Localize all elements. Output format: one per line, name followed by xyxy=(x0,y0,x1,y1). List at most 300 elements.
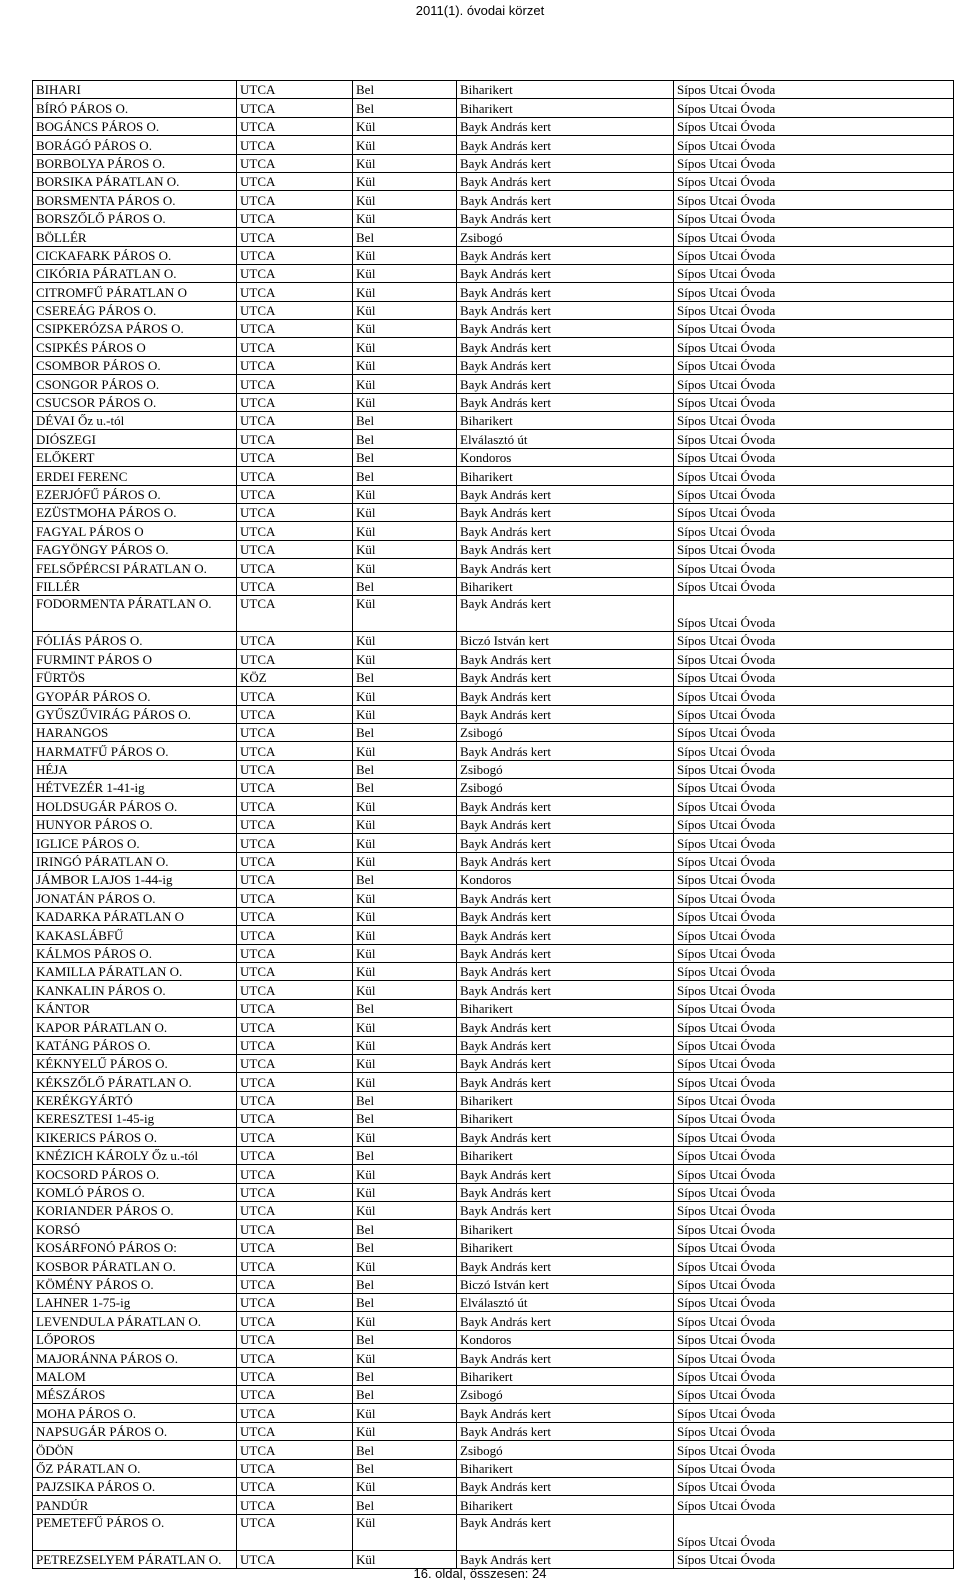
area-cell: Bayk András kert xyxy=(457,742,674,760)
zone-cell: Kül xyxy=(353,1036,457,1054)
kindergarten-cell: Sípos Utcai Óvoda xyxy=(674,1550,954,1568)
kindergarten-cell: Sípos Utcai Óvoda xyxy=(674,1146,954,1164)
area-cell: Bayk András kert xyxy=(457,797,674,815)
street-type-cell: UTCA xyxy=(237,1036,353,1054)
street-name-cell: DÉVAI Őz u.-tól xyxy=(33,412,237,430)
area-cell: Bayk András kert xyxy=(457,264,674,282)
page-footer: 16. oldal, összesen: 24 xyxy=(413,1566,547,1581)
street-type-cell: UTCA xyxy=(237,1091,353,1109)
kindergarten-cell: Sípos Utcai Óvoda xyxy=(674,760,954,778)
street-type-cell: UTCA xyxy=(237,631,353,649)
zone-cell: Bel xyxy=(353,1238,457,1256)
street-name-cell: FODORMENTA PÁRATLAN O. xyxy=(33,595,237,631)
table-row xyxy=(33,448,954,466)
kindergarten-cell: Sípos Utcai Óvoda xyxy=(674,1220,954,1238)
street-type-cell: UTCA xyxy=(237,1054,353,1072)
table-body xyxy=(33,81,954,1569)
street-name-cell: KÁNTOR xyxy=(33,999,237,1017)
street-name-cell: KOCSORD PÁROS O. xyxy=(33,1165,237,1183)
area-cell: Bayk András kert xyxy=(457,1422,674,1440)
area-cell: Biharikert xyxy=(457,1220,674,1238)
street-type-cell: UTCA xyxy=(237,834,353,852)
kindergarten-cell: Sípos Utcai Óvoda xyxy=(674,412,954,430)
street-name-cell: HÉJA xyxy=(33,760,237,778)
zone-cell: Kül xyxy=(353,595,457,631)
zone-cell: Bel xyxy=(353,467,457,485)
street-name-cell: FILLÉR xyxy=(33,577,237,595)
zone-cell: Kül xyxy=(353,485,457,503)
street-type-cell: UTCA xyxy=(237,412,353,430)
street-type-cell: UTCA xyxy=(237,503,353,521)
street-name-cell: BÖLLÉR xyxy=(33,228,237,246)
street-type-cell: UTCA xyxy=(237,1330,353,1348)
street-type-cell: UTCA xyxy=(237,1404,353,1422)
kindergarten-cell: Sípos Utcai Óvoda xyxy=(674,356,954,374)
area-cell: Bayk András kert xyxy=(457,375,674,393)
area-cell: Biharikert xyxy=(457,1496,674,1514)
street-type-cell: UTCA xyxy=(237,1238,353,1256)
street-type-cell: UTCA xyxy=(237,1018,353,1036)
street-type-cell: UTCA xyxy=(237,154,353,172)
street-type-cell: UTCA xyxy=(237,522,353,540)
street-name-cell: EZÜSTMOHA PÁROS O. xyxy=(33,503,237,521)
street-type-cell: UTCA xyxy=(237,1422,353,1440)
area-cell: Biharikert xyxy=(457,1367,674,1385)
kindergarten-cell: Sípos Utcai Óvoda xyxy=(674,889,954,907)
street-type-cell: UTCA xyxy=(237,467,353,485)
table-row xyxy=(33,1257,954,1275)
street-type-cell: UTCA xyxy=(237,705,353,723)
area-cell: Bayk András kert xyxy=(457,687,674,705)
zone-cell: Kül xyxy=(353,797,457,815)
street-type-cell: UTCA xyxy=(237,1073,353,1091)
street-name-cell: PEMETEFŰ PÁROS O. xyxy=(33,1514,237,1550)
street-type-cell: UTCA xyxy=(237,1110,353,1128)
table-row xyxy=(33,320,954,338)
table-row xyxy=(33,631,954,649)
kindergarten-cell: Sípos Utcai Óvoda xyxy=(674,723,954,741)
area-cell: Bayk András kert xyxy=(457,117,674,135)
street-name-cell: KERESZTESI 1-45-ig xyxy=(33,1110,237,1128)
area-cell: Bayk András kert xyxy=(457,559,674,577)
kindergarten-cell: Sípos Utcai Óvoda xyxy=(674,191,954,209)
zone-cell: Kül xyxy=(353,320,457,338)
zone-cell: Kül xyxy=(353,540,457,558)
street-type-cell: UTCA xyxy=(237,650,353,668)
area-cell: Biczó István kert xyxy=(457,1275,674,1293)
kindergarten-cell: Sípos Utcai Óvoda xyxy=(674,1367,954,1385)
area-cell: Bayk András kert xyxy=(457,191,674,209)
street-type-cell: UTCA xyxy=(237,577,353,595)
zone-cell: Bel xyxy=(353,779,457,797)
zone-cell: Bel xyxy=(353,430,457,448)
table-row xyxy=(33,595,954,631)
kindergarten-cell: Sípos Utcai Óvoda xyxy=(674,448,954,466)
street-name-cell: KANKALIN PÁROS O. xyxy=(33,981,237,999)
street-name-cell: CSUCSOR PÁROS O. xyxy=(33,393,237,411)
table-row xyxy=(33,503,954,521)
zone-cell: Kül xyxy=(353,650,457,668)
kindergarten-cell: Sípos Utcai Óvoda xyxy=(674,742,954,760)
street-name-cell: CICKAFARK PÁROS O. xyxy=(33,246,237,264)
street-type-cell: UTCA xyxy=(237,1312,353,1330)
street-type-cell: UTCA xyxy=(237,430,353,448)
street-type-cell: UTCA xyxy=(237,246,353,264)
zone-cell: Bel xyxy=(353,448,457,466)
table-row xyxy=(33,412,954,430)
street-name-cell: HOLDSUGÁR PÁROS O. xyxy=(33,797,237,815)
zone-cell: Kül xyxy=(353,1128,457,1146)
street-type-cell: UTCA xyxy=(237,1202,353,1220)
street-name-cell: KÖMÉNY PÁROS O. xyxy=(33,1275,237,1293)
table-row xyxy=(33,301,954,319)
zone-cell: Bel xyxy=(353,1146,457,1164)
kindergarten-cell: Sípos Utcai Óvoda xyxy=(674,779,954,797)
zone-cell: Bel xyxy=(353,1367,457,1385)
street-type-cell: UTCA xyxy=(237,1349,353,1367)
area-cell: Biharikert xyxy=(457,99,674,117)
street-type-cell: UTCA xyxy=(237,301,353,319)
table-row xyxy=(33,228,954,246)
zone-cell: Kül xyxy=(353,1018,457,1036)
table-row xyxy=(33,779,954,797)
zone-cell: Kül xyxy=(353,503,457,521)
zone-cell: Kül xyxy=(353,981,457,999)
kindergarten-cell: Sípos Utcai Óvoda xyxy=(674,1330,954,1348)
zone-cell: Kül xyxy=(353,301,457,319)
kindergarten-cell: Sípos Utcai Óvoda xyxy=(674,907,954,925)
street-name-cell: ELŐKERT xyxy=(33,448,237,466)
zone-cell: Bel xyxy=(353,723,457,741)
area-cell: Bayk András kert xyxy=(457,1514,674,1550)
zone-cell: Kül xyxy=(353,1257,457,1275)
table-row xyxy=(33,981,954,999)
area-cell: Bayk András kert xyxy=(457,907,674,925)
street-type-cell: UTCA xyxy=(237,540,353,558)
table-row xyxy=(33,1477,954,1495)
area-cell: Bayk András kert xyxy=(457,1202,674,1220)
zone-cell: Kül xyxy=(353,1202,457,1220)
street-type-cell: UTCA xyxy=(237,723,353,741)
area-cell: Bayk András kert xyxy=(457,889,674,907)
table-row xyxy=(33,1202,954,1220)
kindergarten-cell: Sípos Utcai Óvoda xyxy=(674,467,954,485)
zone-cell: Kül xyxy=(353,209,457,227)
kindergarten-cell: Sípos Utcai Óvoda xyxy=(674,283,954,301)
street-name-cell: KAMILLA PÁRATLAN O. xyxy=(33,962,237,980)
kindergarten-cell: Sípos Utcai Óvoda xyxy=(674,485,954,503)
area-cell: Bayk András kert xyxy=(457,301,674,319)
area-cell: Bayk András kert xyxy=(457,1257,674,1275)
street-name-cell: MÉSZÁROS xyxy=(33,1385,237,1403)
zone-cell: Bel xyxy=(353,1091,457,1109)
area-cell: Kondoros xyxy=(457,448,674,466)
street-name-cell: FÓLIÁS PÁROS O. xyxy=(33,631,237,649)
area-cell: Bayk András kert xyxy=(457,246,674,264)
street-type-cell: UTCA xyxy=(237,81,353,99)
street-name-cell: KIKERICS PÁROS O. xyxy=(33,1128,237,1146)
table-row xyxy=(33,1165,954,1183)
kindergarten-cell: Sípos Utcai Óvoda xyxy=(674,264,954,282)
table-row xyxy=(33,926,954,944)
kindergarten-cell: Sípos Utcai Óvoda xyxy=(674,1036,954,1054)
zone-cell: Kül xyxy=(353,522,457,540)
zone-cell: Kül xyxy=(353,264,457,282)
area-cell: Bayk András kert xyxy=(457,1404,674,1422)
kindergarten-cell: Sípos Utcai Óvoda xyxy=(674,1312,954,1330)
area-cell: Bayk András kert xyxy=(457,338,674,356)
table-row xyxy=(33,889,954,907)
table-row xyxy=(33,1036,954,1054)
zone-cell: Kül xyxy=(353,815,457,833)
street-name-cell: KÉKNYELŰ PÁROS O. xyxy=(33,1054,237,1072)
kindergarten-cell: Sípos Utcai Óvoda xyxy=(674,99,954,117)
street-type-cell: UTCA xyxy=(237,907,353,925)
street-type-cell: UTCA xyxy=(237,393,353,411)
area-cell: Bayk András kert xyxy=(457,1165,674,1183)
street-name-cell: JONATÁN PÁROS O. xyxy=(33,889,237,907)
zone-cell: Kül xyxy=(353,944,457,962)
area-cell: Bayk András kert xyxy=(457,1477,674,1495)
table-row xyxy=(33,154,954,172)
kindergarten-cell: Sípos Utcai Óvoda xyxy=(674,797,954,815)
kindergarten-cell: Sípos Utcai Óvoda xyxy=(674,687,954,705)
zone-cell: Bel xyxy=(353,1385,457,1403)
street-name-cell: HÉTVEZÉR 1-41-ig xyxy=(33,779,237,797)
area-cell: Bayk András kert xyxy=(457,320,674,338)
zone-cell: Bel xyxy=(353,228,457,246)
area-cell: Biharikert xyxy=(457,1459,674,1477)
table-row xyxy=(33,264,954,282)
street-type-cell: UTCA xyxy=(237,944,353,962)
zone-cell: Bel xyxy=(353,1220,457,1238)
kindergarten-cell: Sípos Utcai Óvoda xyxy=(674,595,954,631)
street-name-cell: BORSZŐLŐ PÁROS O. xyxy=(33,209,237,227)
zone-cell: Kül xyxy=(353,1550,457,1568)
kindergarten-cell: Sípos Utcai Óvoda xyxy=(674,1385,954,1403)
kindergarten-cell: Sípos Utcai Óvoda xyxy=(674,834,954,852)
street-name-cell: HARANGOS xyxy=(33,723,237,741)
kindergarten-cell: Sípos Utcai Óvoda xyxy=(674,1165,954,1183)
street-type-cell: UTCA xyxy=(237,117,353,135)
street-name-cell: PAJZSIKA PÁROS O. xyxy=(33,1477,237,1495)
street-type-cell: UTCA xyxy=(237,999,353,1017)
kindergarten-cell: Sípos Utcai Óvoda xyxy=(674,1294,954,1312)
table-row xyxy=(33,540,954,558)
kindergarten-cell: Sípos Utcai Óvoda xyxy=(674,668,954,686)
table-row xyxy=(33,742,954,760)
zone-cell: Kül xyxy=(353,172,457,190)
table-row xyxy=(33,650,954,668)
street-type-cell: UTCA xyxy=(237,871,353,889)
area-cell: Biharikert xyxy=(457,1091,674,1109)
zone-cell: Kül xyxy=(353,705,457,723)
street-type-cell: UTCA xyxy=(237,191,353,209)
street-type-cell: UTCA xyxy=(237,172,353,190)
street-name-cell: BORSIKA PÁRATLAN O. xyxy=(33,172,237,190)
zone-cell: Kül xyxy=(353,1165,457,1183)
zone-cell: Kül xyxy=(353,356,457,374)
kindergarten-cell: Sípos Utcai Óvoda xyxy=(674,871,954,889)
zone-cell: Bel xyxy=(353,412,457,430)
zone-cell: Kül xyxy=(353,393,457,411)
kindergarten-cell: Sípos Utcai Óvoda xyxy=(674,1349,954,1367)
kindergarten-cell: Sípos Utcai Óvoda xyxy=(674,1110,954,1128)
kindergarten-cell: Sípos Utcai Óvoda xyxy=(674,815,954,833)
street-type-cell: UTCA xyxy=(237,1367,353,1385)
street-type-cell: UTCA xyxy=(237,595,353,631)
zone-cell: Bel xyxy=(353,999,457,1017)
street-name-cell: BÍRÓ PÁROS O. xyxy=(33,99,237,117)
street-name-cell: HARMATFŰ PÁROS O. xyxy=(33,742,237,760)
street-name-cell: FAGYÖNGY PÁROS O. xyxy=(33,540,237,558)
kindergarten-cell: Sípos Utcai Óvoda xyxy=(674,999,954,1017)
table-row xyxy=(33,485,954,503)
district-street-table xyxy=(32,80,954,1569)
page-header-title: 2011(1). óvodai körzet xyxy=(415,3,545,18)
zone-cell: Kül xyxy=(353,962,457,980)
kindergarten-cell: Sípos Utcai Óvoda xyxy=(674,1275,954,1293)
table-row xyxy=(33,1422,954,1440)
kindergarten-cell: Sípos Utcai Óvoda xyxy=(674,944,954,962)
table-row xyxy=(33,375,954,393)
street-name-cell: CIKÓRIA PÁRATLAN O. xyxy=(33,264,237,282)
area-cell: Bayk András kert xyxy=(457,815,674,833)
street-type-cell: UTCA xyxy=(237,1146,353,1164)
street-type-cell: UTCA xyxy=(237,264,353,282)
street-name-cell: LAHNER 1-75-ig xyxy=(33,1294,237,1312)
street-type-cell: UTCA xyxy=(237,1441,353,1459)
street-type-cell: UTCA xyxy=(237,1183,353,1201)
table-row xyxy=(33,1110,954,1128)
street-name-cell: BOGÁNCS PÁROS O. xyxy=(33,117,237,135)
table-row xyxy=(33,852,954,870)
area-cell: Zsibogó xyxy=(457,1385,674,1403)
table-row xyxy=(33,1073,954,1091)
street-type-cell: UTCA xyxy=(237,136,353,154)
kindergarten-cell: Sípos Utcai Óvoda xyxy=(674,136,954,154)
zone-cell: Bel xyxy=(353,760,457,778)
street-type-cell: UTCA xyxy=(237,1294,353,1312)
street-name-cell: CSOMBOR PÁROS O. xyxy=(33,356,237,374)
kindergarten-cell: Sípos Utcai Óvoda xyxy=(674,1238,954,1256)
area-cell: Bayk András kert xyxy=(457,595,674,631)
table-row xyxy=(33,1349,954,1367)
zone-cell: Kül xyxy=(353,1312,457,1330)
zone-cell: Kül xyxy=(353,375,457,393)
table-row xyxy=(33,797,954,815)
street-type-cell: UTCA xyxy=(237,981,353,999)
kindergarten-cell: Sípos Utcai Óvoda xyxy=(674,503,954,521)
street-type-cell: UTCA xyxy=(237,1459,353,1477)
table-row xyxy=(33,1514,954,1550)
area-cell: Biharikert xyxy=(457,81,674,99)
street-name-cell: KOMLÓ PÁROS O. xyxy=(33,1183,237,1201)
street-name-cell: BORBOLYA PÁROS O. xyxy=(33,154,237,172)
street-name-cell: BIHARI xyxy=(33,81,237,99)
street-type-cell: UTCA xyxy=(237,209,353,227)
street-type-cell: UTCA xyxy=(237,228,353,246)
area-cell: Biharikert xyxy=(457,1238,674,1256)
street-type-cell: UTCA xyxy=(237,760,353,778)
street-type-cell: UTCA xyxy=(237,283,353,301)
table-row xyxy=(33,99,954,117)
kindergarten-cell: Sípos Utcai Óvoda xyxy=(674,577,954,595)
street-name-cell: MOHA PÁROS O. xyxy=(33,1404,237,1422)
area-cell: Bayk András kert xyxy=(457,705,674,723)
table-row xyxy=(33,1367,954,1385)
street-type-cell: UTCA xyxy=(237,1220,353,1238)
table-row xyxy=(33,559,954,577)
table-row xyxy=(33,962,954,980)
kindergarten-cell: Sípos Utcai Óvoda xyxy=(674,301,954,319)
zone-cell: Kül xyxy=(353,191,457,209)
area-cell: Zsibogó xyxy=(457,228,674,246)
kindergarten-cell: Sípos Utcai Óvoda xyxy=(674,209,954,227)
area-cell: Bayk András kert xyxy=(457,136,674,154)
kindergarten-cell: Sípos Utcai Óvoda xyxy=(674,117,954,135)
kindergarten-cell: Sípos Utcai Óvoda xyxy=(674,1422,954,1440)
table-row xyxy=(33,467,954,485)
area-cell: Bayk András kert xyxy=(457,1349,674,1367)
zone-cell: Bel xyxy=(353,1441,457,1459)
table-row xyxy=(33,393,954,411)
table-row xyxy=(33,1294,954,1312)
area-cell: Biharikert xyxy=(457,577,674,595)
street-name-cell: KADARKA PÁRATLAN O xyxy=(33,907,237,925)
area-cell: Zsibogó xyxy=(457,1441,674,1459)
street-name-cell: KÉKSZŐLŐ PÁRATLAN O. xyxy=(33,1073,237,1091)
street-name-cell: CSIPKÉS PÁROS O xyxy=(33,338,237,356)
street-name-cell: GYOPÁR PÁROS O. xyxy=(33,687,237,705)
street-name-cell: MALOM xyxy=(33,1367,237,1385)
street-name-cell: GYŰSZŰVIRÁG PÁROS O. xyxy=(33,705,237,723)
street-name-cell: KÁLMOS PÁROS O. xyxy=(33,944,237,962)
street-name-cell: KOSBOR PÁRATLAN O. xyxy=(33,1257,237,1275)
zone-cell: Kül xyxy=(353,283,457,301)
table-row xyxy=(33,1459,954,1477)
zone-cell: Kül xyxy=(353,1422,457,1440)
kindergarten-cell: Sípos Utcai Óvoda xyxy=(674,522,954,540)
table-row xyxy=(33,1220,954,1238)
table-row xyxy=(33,687,954,705)
table-row xyxy=(33,283,954,301)
street-type-cell: KÖZ xyxy=(237,668,353,686)
kindergarten-cell: Sípos Utcai Óvoda xyxy=(674,338,954,356)
kindergarten-cell: Sípos Utcai Óvoda xyxy=(674,1054,954,1072)
street-type-cell: UTCA xyxy=(237,338,353,356)
kindergarten-cell: Sípos Utcai Óvoda xyxy=(674,926,954,944)
area-cell: Bayk András kert xyxy=(457,540,674,558)
street-name-cell: PANDÚR xyxy=(33,1496,237,1514)
zone-cell: Kül xyxy=(353,338,457,356)
area-cell: Kondoros xyxy=(457,1330,674,1348)
area-cell: Bayk András kert xyxy=(457,356,674,374)
zone-cell: Kül xyxy=(353,1349,457,1367)
table-row xyxy=(33,723,954,741)
zone-cell: Bel xyxy=(353,871,457,889)
kindergarten-cell: Sípos Utcai Óvoda xyxy=(674,1514,954,1550)
area-cell: Bayk András kert xyxy=(457,650,674,668)
street-name-cell: JÁMBOR LAJOS 1-44-ig xyxy=(33,871,237,889)
zone-cell: Kül xyxy=(353,1183,457,1201)
street-type-cell: UTCA xyxy=(237,356,353,374)
table-row xyxy=(33,1404,954,1422)
area-cell: Bayk András kert xyxy=(457,1312,674,1330)
table-row xyxy=(33,136,954,154)
area-cell: Bayk András kert xyxy=(457,503,674,521)
street-type-cell: UTCA xyxy=(237,815,353,833)
